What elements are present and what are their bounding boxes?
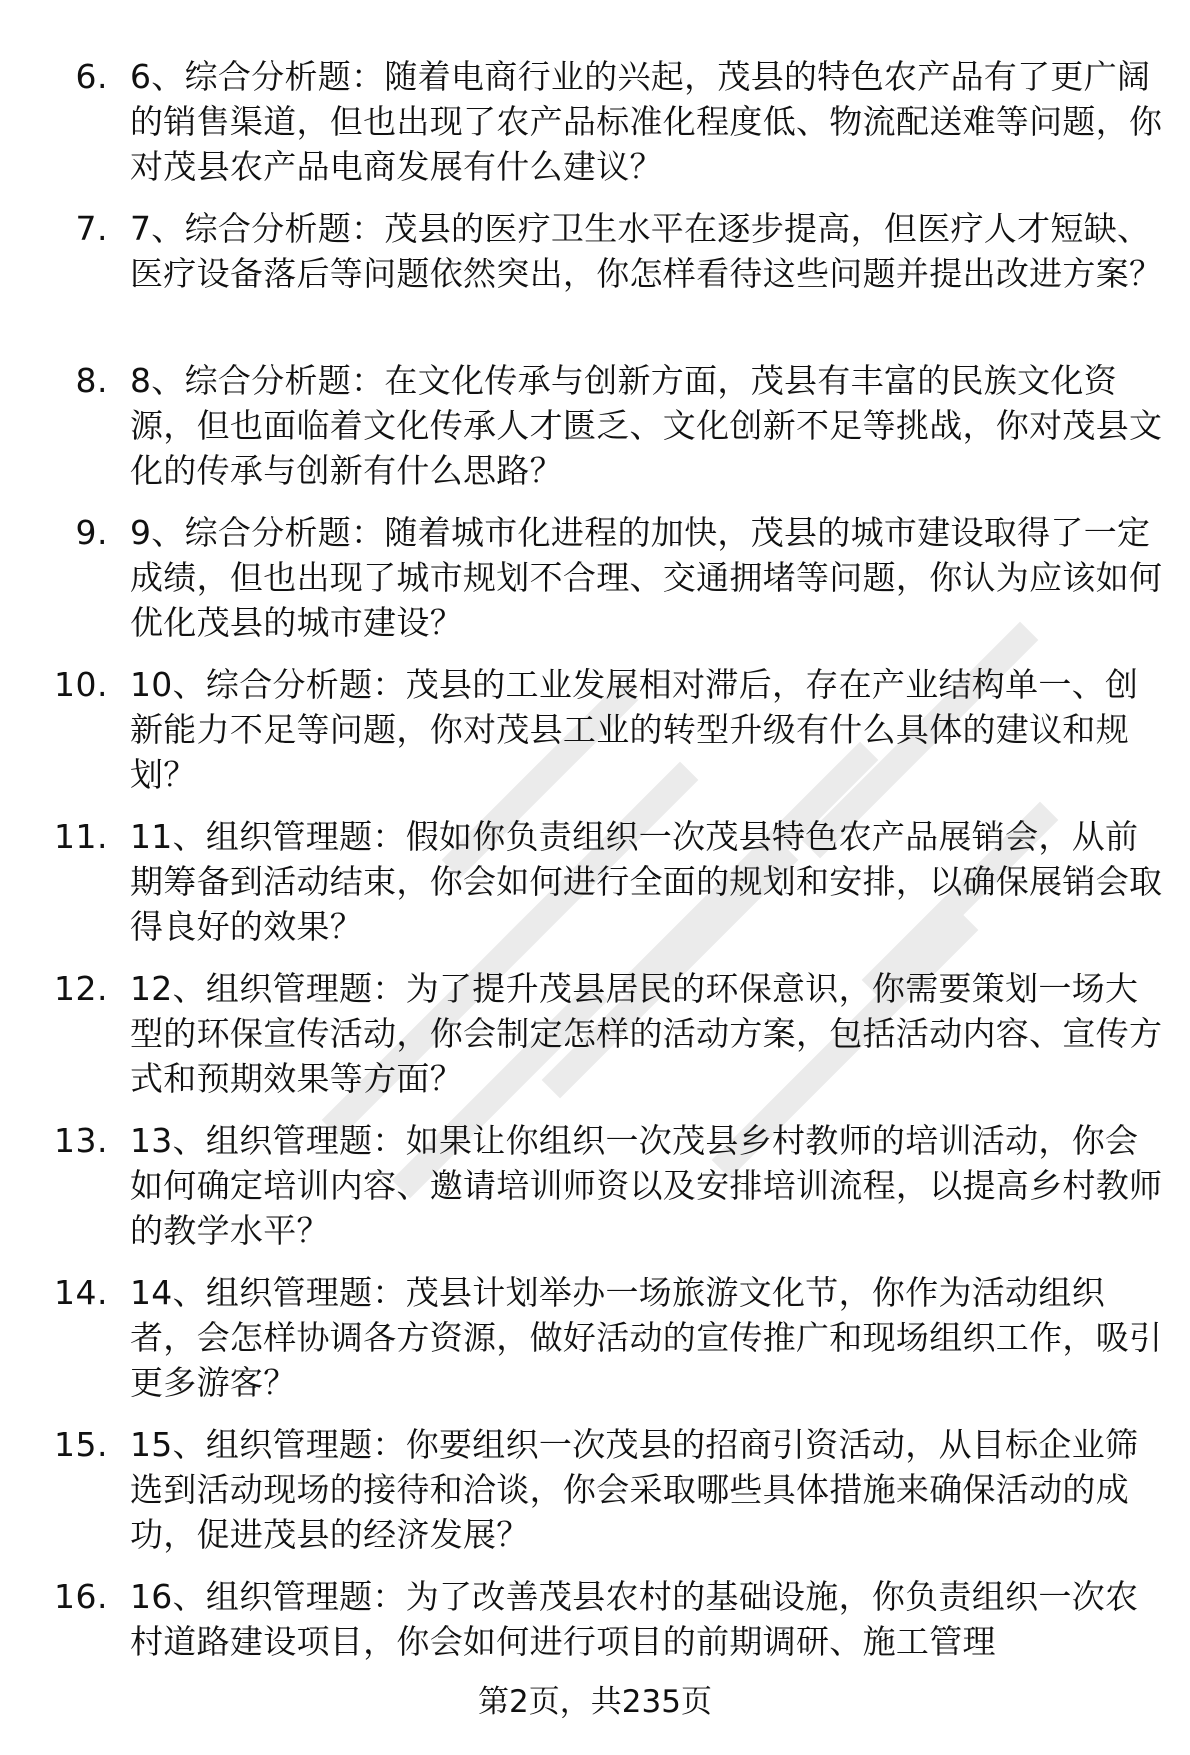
question-item-9 xyxy=(0,510,1190,662)
question-text: 13、组织管理题：如果让你组织一次茂县乡村教师的培训活动，你会如何确定培训内容、邀请培训师资以及安排培训流程，以提高乡村教师的教学水平？ xyxy=(130,1121,1163,1250)
question-number: 7. xyxy=(75,209,108,248)
question-number: 6. xyxy=(75,57,108,96)
question-text: 8、综合分析题：在文化传承与创新方面，茂县有丰富的民族文化资源，但也面临着文化传承人才匮乏、文化创新不足等挑战，你对茂县文化的传承与创新有什么思路？ xyxy=(130,361,1163,490)
question-text: 10、综合分析题：茂县的工业发展相对滞后，存在产业结构单一、创新能力不足等问题，你对茂县工业的转型升级有什么具体的建议和规划？ xyxy=(130,665,1139,794)
question-item-8 xyxy=(0,358,1190,510)
question-number: 10. xyxy=(54,665,108,704)
question-text: 6、综合分析题：随着电商行业的兴起，茂县的特色农产品有了更广阔的销售渠道，但也出现了农产品标准化程度低、物流配送难等问题，你对茂县农产品电商发展有什么建议？ xyxy=(130,57,1163,186)
question-item-15 xyxy=(0,1422,1190,1574)
question-text: 9、综合分析题：随着城市化进程的加快，茂县的城市建设取得了一定成绩，但也出现了城市规划不合理、交通拥堵等问题，你认为应该如何优化茂县的城市建设？ xyxy=(130,513,1163,642)
question-item-14 xyxy=(0,1270,1190,1422)
question-text: 7、综合分析题：茂县的医疗卫生水平在逐步提高，但医疗人才短缺、医疗设备落后等问题依然突出，你怎样看待这些问题并提出改进方案？ xyxy=(130,209,1163,293)
question-item-7 xyxy=(0,206,1190,358)
question-text: 11、组织管理题：假如你负责组织一次茂县特色农产品展销会，从前期筹备到活动结束，你会如何进行全面的规划和安排，以确保展销会取得良好的效果？ xyxy=(130,817,1163,946)
question-number: 8. xyxy=(75,361,108,400)
question-number: 15. xyxy=(54,1425,108,1464)
question-number: 16. xyxy=(54,1577,108,1616)
question-number: 11. xyxy=(54,817,108,856)
question-number: 14. xyxy=(54,1273,108,1312)
question-item-6 xyxy=(0,54,1190,206)
question-item-12 xyxy=(0,966,1190,1118)
question-item-10 xyxy=(0,662,1190,814)
question-number: 12. xyxy=(54,969,108,1008)
question-text: 12、组织管理题：为了提升茂县居民的环保意识，你需要策划一场大型的环保宣传活动，你会制定怎样的活动方案，包括活动内容、宣传方式和预期效果等方面？ xyxy=(130,969,1163,1098)
question-number: 13. xyxy=(54,1121,108,1160)
question-text: 16、组织管理题：为了改善茂县农村的基础设施，你负责组织一次农村道路建设项目，你会如何进行项目的前期调研、施工管理 xyxy=(130,1577,1139,1661)
question-item-11 xyxy=(0,814,1190,966)
question-item-13 xyxy=(0,1118,1190,1270)
question-number: 9. xyxy=(75,513,108,552)
page-footer: 第2页，共235页 xyxy=(478,1684,712,1720)
question-text: 14、组织管理题：茂县计划举办一场旅游文化节，你作为活动组织者，会怎样协调各方资源，做好活动的宣传推广和现场组织工作，吸引更多游客？ xyxy=(130,1273,1163,1402)
question-text: 15、组织管理题：你要组织一次茂县的招商引资活动，从目标企业筛选到活动现场的接待和洽谈，你会采取哪些具体措施来确保活动的成功，促进茂县的经济发展？ xyxy=(130,1425,1139,1554)
question-list xyxy=(0,54,1190,1726)
